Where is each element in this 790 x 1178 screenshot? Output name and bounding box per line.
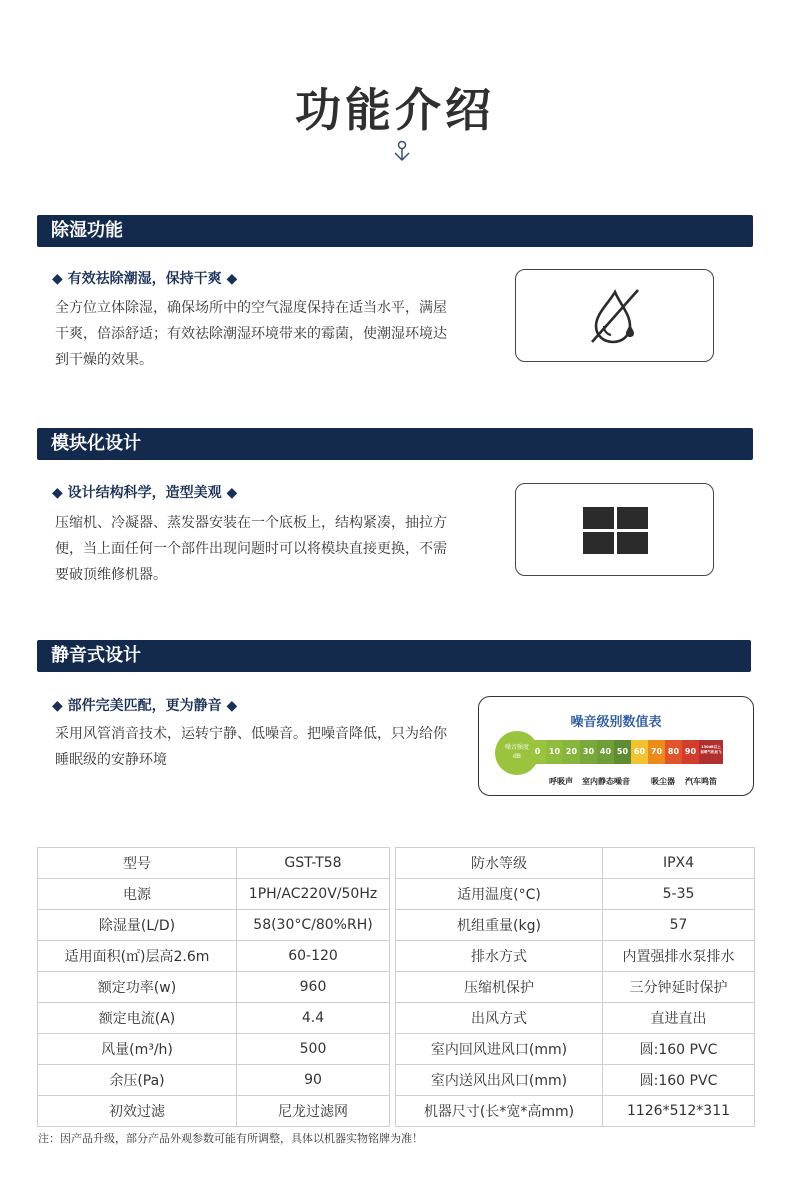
noise-level-cell: 40	[597, 740, 614, 764]
spec-value: 内置强排水泵排水	[603, 941, 755, 972]
spec-label: 室内回风进风口(mm)	[396, 1034, 603, 1065]
footnote: 注：因产品升级，部分产品外观参数可能有所调整，具体以机器实物铭牌为准！	[38, 1132, 423, 1145]
spec-label: 额定电流(A)	[38, 1003, 237, 1034]
noise-level-cell: 20	[563, 740, 580, 764]
noise-tag: 汽车鸣笛	[685, 777, 717, 786]
spec-label: 额定功率(w)	[38, 972, 237, 1003]
spec-label: 型号	[38, 848, 237, 879]
spec-value: IPX4	[603, 848, 755, 879]
silent-text: 采用风管消音技术，运转宁静、低噪音。把噪音降低，只为给你睡眠级的安静环境	[55, 726, 447, 768]
modular-text: 压缩机、冷凝器、蒸发器安装在一个底板上，结构紧凑，抽拉方便，当上面任何一个部件出现问题时可以将模块直接更换，不需要破顶维修机器。	[55, 515, 447, 583]
spec-label: 出风方式	[396, 1003, 603, 1034]
noise-tag: 吸尘器	[651, 777, 675, 786]
spec-value: 60-120	[237, 941, 390, 972]
noise-circle-unit: dB	[513, 753, 521, 760]
spec-value: 圆:160 PVC	[603, 1065, 755, 1096]
spec-label: 适用面积(㎡)层高2.6m	[38, 941, 237, 972]
noise-level-cell: 70	[648, 740, 665, 764]
table-row	[38, 972, 755, 1003]
modular-icon-box	[515, 483, 714, 576]
spec-label: 排水方式	[396, 941, 603, 972]
spec-value: 1126*512*311	[603, 1096, 755, 1127]
spec-value: 90	[237, 1065, 390, 1096]
table-row	[38, 1003, 755, 1034]
noise-level-cell: 50	[614, 740, 631, 764]
noise-level-cell: 0	[529, 740, 546, 764]
spec-value: 直进直出	[603, 1003, 755, 1034]
silent-subheading: ◆ 部件完美匹配，更为静音 ◆	[52, 698, 238, 714]
spec-value: 4.4	[237, 1003, 390, 1034]
dehumidify-subheading: ◆ 有效祛除潮湿，保持干爽 ◆	[52, 271, 238, 287]
table-row	[38, 879, 755, 910]
table-row	[38, 910, 755, 941]
spec-label: 余压(Pa)	[38, 1065, 237, 1096]
modular-subheading: ◆ 设计结构科学，造型美观 ◆	[52, 485, 238, 501]
spec-label: 初效过滤	[38, 1096, 237, 1127]
noise-tag: 室内静态噪音	[582, 777, 630, 786]
spec-table	[37, 847, 755, 1127]
noise-level-cell: 10	[546, 740, 563, 764]
table-row	[38, 1065, 755, 1096]
noise-circle-label: 噪音强度	[504, 744, 529, 751]
spec-value: 57	[603, 910, 755, 941]
noise-level-cell: 30	[580, 740, 597, 764]
no-water-drop-icon	[516, 270, 715, 363]
section-bar-modular: 模块化设计	[37, 428, 753, 460]
spec-label: 机器尺寸(长*宽*高mm)	[396, 1096, 603, 1127]
noise-level-cell: 80	[665, 740, 682, 764]
noise-level-cell: 130dB以上 如喷气机起飞	[699, 740, 723, 764]
section-bar-silent: 静音式设计	[37, 640, 751, 672]
spec-label: 风量(m³/h)	[38, 1034, 237, 1065]
dehumidify-icon-box	[515, 269, 714, 362]
spec-label: 电源	[38, 879, 237, 910]
spec-value: GST-T58	[237, 848, 390, 879]
spec-label: 除湿量(L/D)	[38, 910, 237, 941]
spec-value: 圆:160 PVC	[603, 1034, 755, 1065]
grid-modules-icon	[516, 484, 715, 577]
section-bar-dehumidify: 除湿功能	[37, 215, 753, 247]
spec-label: 防水等级	[396, 848, 603, 879]
noise-level-cell: 60	[631, 740, 648, 764]
noise-scale-box	[478, 696, 754, 796]
spec-value: 500	[237, 1034, 390, 1065]
spec-label: 适用温度(°C)	[396, 879, 603, 910]
noise-level-cell: 90	[682, 740, 699, 764]
spec-label: 压缩机保护	[396, 972, 603, 1003]
table-row	[38, 1096, 755, 1127]
table-row	[38, 848, 755, 879]
table-row	[38, 1034, 755, 1065]
noise-tag: 呼吸声	[549, 777, 573, 786]
spec-value: 尼龙过滤网	[237, 1096, 390, 1127]
spec-value: 三分钟延时保护	[603, 972, 755, 1003]
spec-label: 室内送风出风口(mm)	[396, 1065, 603, 1096]
down-arrow-icon	[391, 140, 413, 166]
page-title: 功能介绍	[295, 83, 495, 137]
spec-label: 机组重量(kg)	[396, 910, 603, 941]
dehumidify-text: 全方位立体除湿，确保场所中的空气湿度保持在适当水平，满屋干爽，倍添舒适；有效祛除潮湿环境带来的霉菌，使潮湿环境达到干燥的效果。	[55, 300, 447, 368]
spec-value: 5-35	[603, 879, 755, 910]
table-row	[38, 941, 755, 972]
noise-level-strip	[529, 740, 723, 764]
noise-scale-title: 噪音级别数值表	[570, 715, 662, 730]
spec-value: 58(30°C/80%RH)	[237, 910, 390, 941]
spec-value: 1PH/AC220V/50Hz	[237, 879, 390, 910]
spec-value: 960	[237, 972, 390, 1003]
